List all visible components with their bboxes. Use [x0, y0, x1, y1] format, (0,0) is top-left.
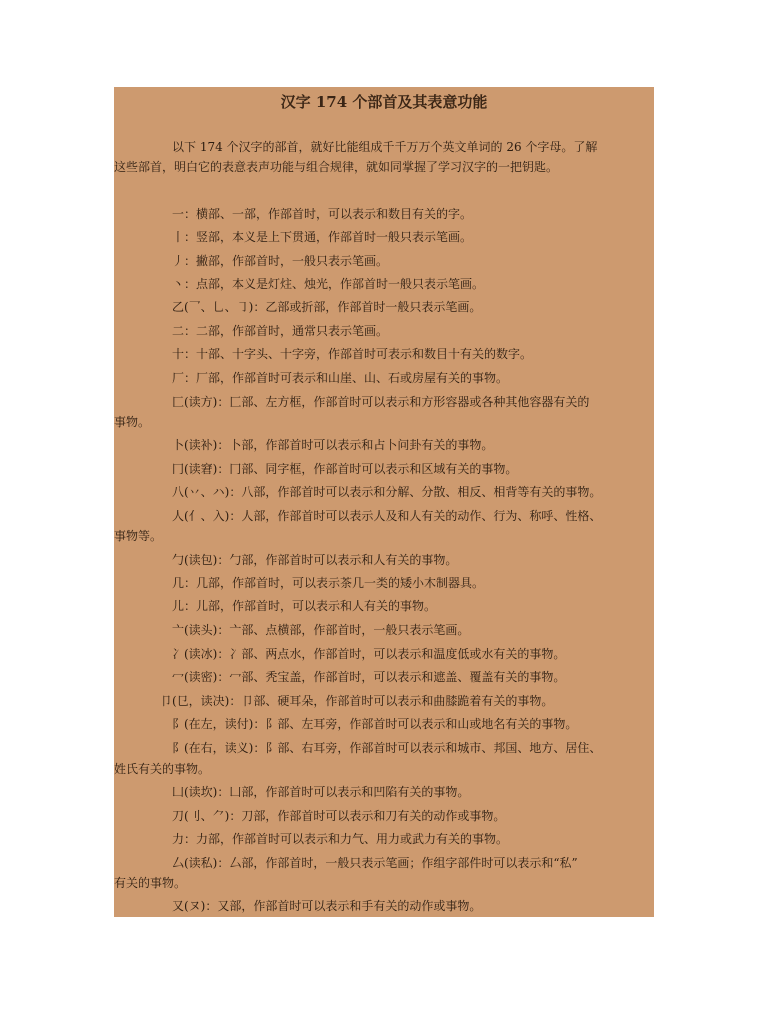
radical-entry: 丨：竖部，本义是上下贯通，作部首时一般只表示笔画。 [172, 230, 473, 244]
radical-entry: 阝(在左，读付)：阝部、左耳旁，作部首时可以表示和山或地名有关的事物。 [172, 717, 578, 731]
document-title: 汉字 174 个部首及其表意功能 [280, 93, 488, 111]
radical-entry-continuation: 事物。 [114, 415, 151, 429]
intro-paragraph-line: 以下 174 个汉字的部首，就好比能组成千千万万个英文单词的 26 个字母。了解 [172, 140, 598, 154]
radical-entry: 刀(刂、⺈)：刀部，作部首时可以表示和刀有关的动作或事物。 [172, 809, 506, 823]
radical-entry-continuation: 姓氏有关的事物。 [114, 762, 211, 776]
radical-entry: 丶：点部，本义是灯炷、烛光，作部首时一般只表示笔画。 [172, 277, 485, 291]
radical-entry: 八(丷、ハ)：八部，作部首时可以表示和分解、分散、相反、相背等有关的事物。 [172, 485, 602, 499]
radical-entry: 又(ヌ)：又部，作部首时可以表示和手有关的动作或事物。 [172, 899, 482, 913]
radical-entry: 厶(读私)：厶部，作部首时，一般只表示笔画；作组字部件时可以表示和“私” [172, 856, 578, 870]
radical-entry: 冖(读密)：冖部、秃宝盖，作部首时，可以表示和遮盖、覆盖有关的事物。 [172, 670, 566, 684]
document-page [114, 87, 654, 917]
radical-entry-continuation: 有关的事物。 [114, 876, 187, 890]
radical-entry: 人(亻、入)：人部，作部首时可以表示人及和人有关的动作、行为、称呼、性格、 [172, 509, 602, 523]
radical-entry: 冫(读冰)：冫部、两点水，作部首时，可以表示和温度低或水有关的事物。 [172, 647, 566, 661]
radical-entry: 匚(读方)：匚部、左方框，作部首时可以表示和方形容器或各种其他容器有关的 [172, 395, 590, 409]
intro-paragraph-line: 这些部首，明白它的表意表声功能与组合规律，就如同掌握了学习汉字的一把钥匙。 [114, 160, 559, 174]
radical-entry: 冂(读窘)：冂部、同字框，作部首时可以表示和区域有关的事物。 [172, 462, 518, 476]
radical-entry: 卩(㔾，读决)：卩部、硬耳朵，作部首时可以表示和曲膝跪着有关的事物。 [160, 694, 554, 708]
radical-entry: 厂：厂部，作部首时可表示和山崖、山、石或房屋有关的事物。 [172, 371, 509, 385]
radical-entry: 几：几部，作部首时，可以表示茶几一类的矮小木制器具。 [172, 576, 485, 590]
radical-entry: 一：横部、一部，作部首时，可以表示和数目有关的字。 [172, 207, 473, 221]
radical-entry: 丿：撇部，作部首时，一般只表示笔画。 [172, 254, 389, 268]
radical-entry: 十：十部、十字头、十字旁，作部首时可表示和数目十有关的数字。 [172, 347, 533, 361]
radical-entry: 卜(读补)：卜部，作部首时可以表示和占卜问卦有关的事物。 [172, 438, 494, 452]
radical-entry-continuation: 事物等。 [114, 529, 163, 543]
radical-entry: 阝(在右，读义)：阝部、右耳旁，作部首时可以表示和城市、邦国、地方、居住、 [172, 741, 602, 755]
radical-entry: 勹(读包)：勹部，作部首时可以表示和人有关的事物。 [172, 553, 458, 567]
radical-entry: 亠(读头)：亠部、点横部，作部首时，一般只表示笔画。 [172, 623, 470, 637]
radical-entry: 儿：儿部，作部首时，可以表示和人有关的事物。 [172, 599, 437, 613]
radical-entry: 力：力部，作部首时可以表示和力气、用力或武力有关的事物。 [172, 832, 509, 846]
radical-entry: 凵(读坎)：凵部，作部首时可以表示和凹陷有关的事物。 [172, 785, 470, 799]
radical-entry: 乙(乛、乚、㇆)：乙部或折部，作部首时一般只表示笔画。 [172, 300, 482, 314]
radical-entry: 二：二部，作部首时，通常只表示笔画。 [172, 324, 389, 338]
